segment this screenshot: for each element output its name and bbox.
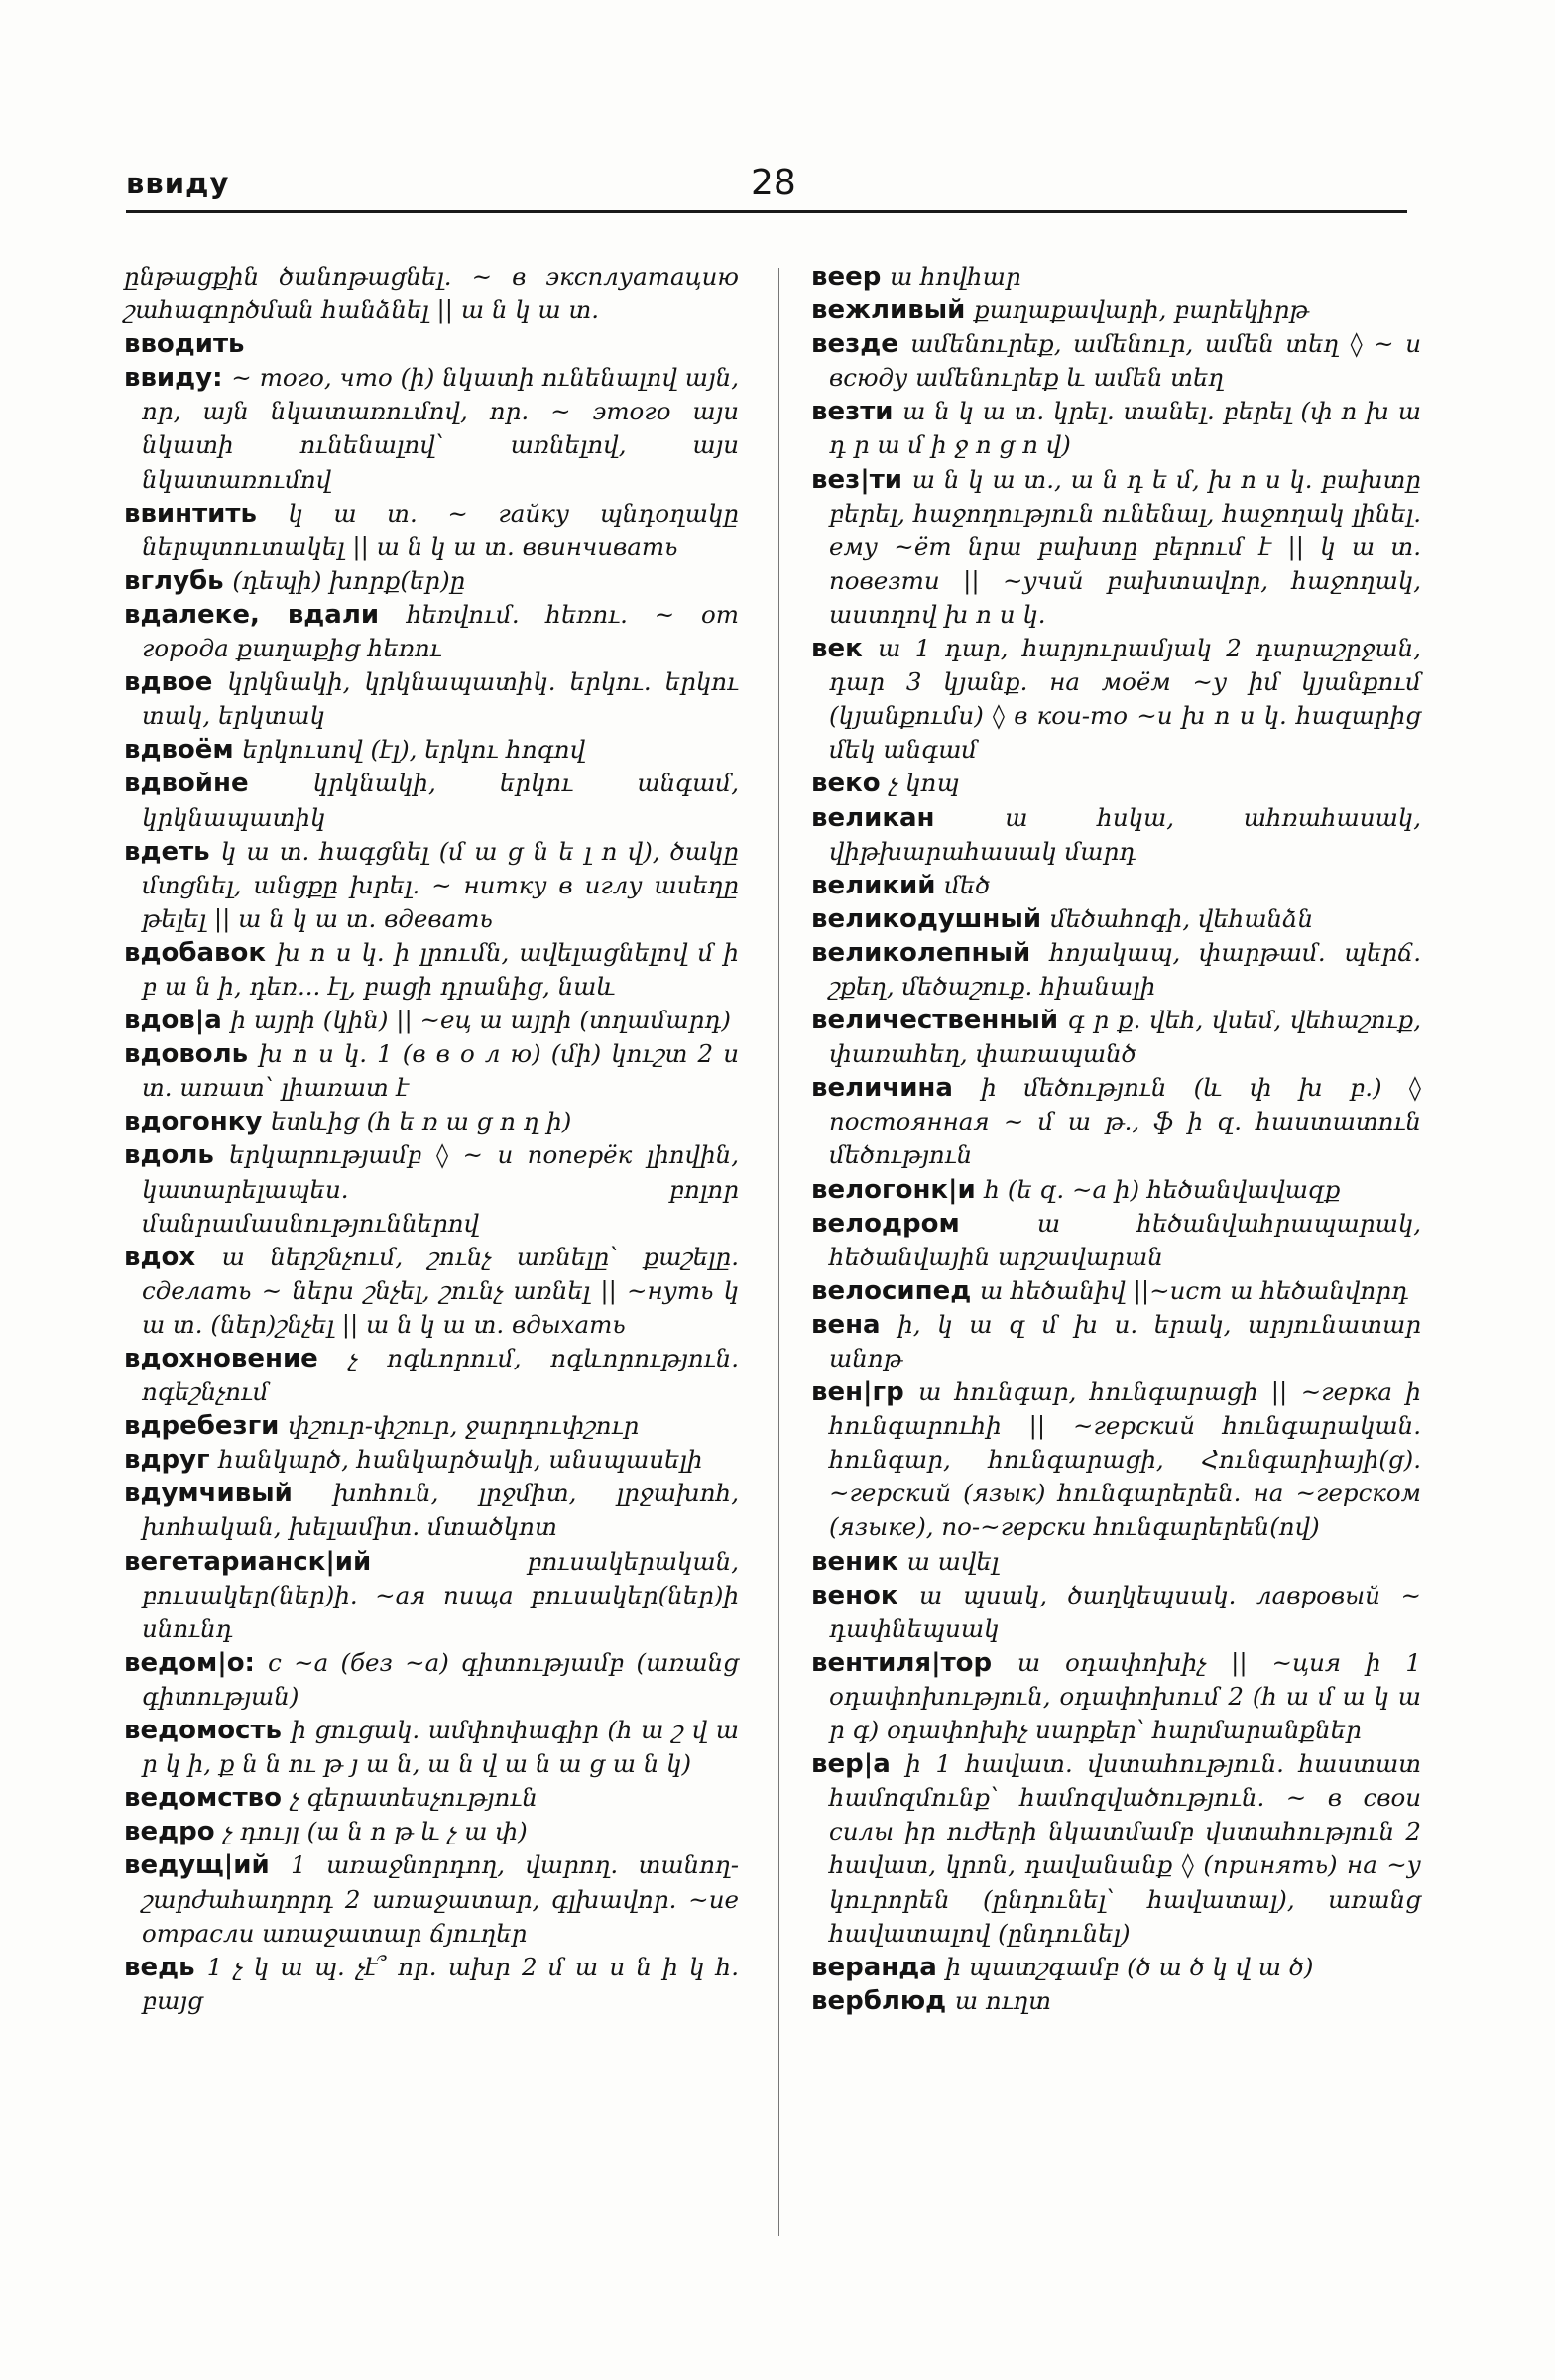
dictionary-entry xyxy=(811,294,1421,327)
entry-headword: веник xyxy=(811,1546,898,1577)
entry-definition: հեռվում. հեռու. ~ от города քաղաքից հեռու xyxy=(142,599,739,663)
entry-headword: вдобавок xyxy=(124,937,266,968)
entry-definition: խ ո ս կ. 1 (в в о л ю) (մի) կուշտ 2 ս տ. առատ՝ լիառատ է xyxy=(142,1039,739,1103)
entry-definition: հ (ե զ. ~а ի) հեծանվավազք xyxy=(984,1174,1341,1204)
entry-headword: вер|а xyxy=(811,1749,891,1780)
entry-definition: ի այրի (կին) || ~ец ա այրի (տղամարդ) xyxy=(230,1006,731,1035)
dictionary-entry xyxy=(124,598,739,665)
entry-definition: կրկնակի, երկու անգամ, կրկնապատիկ xyxy=(142,769,739,832)
dictionary-entry xyxy=(811,1308,1421,1375)
dictionary-entry xyxy=(811,767,1421,800)
entry-definition: ա ուղտ xyxy=(954,1985,1052,2015)
dictionary-entry xyxy=(124,327,739,361)
entry-headword: вдогонку xyxy=(124,1107,263,1137)
dictionary-entry xyxy=(811,1207,1421,1274)
entry-definition: չ ոգևորում, ոգևորություն. ոգեշնչում xyxy=(142,1344,739,1407)
entry-headword: вдумчивый xyxy=(124,1479,293,1509)
dictionary-entry xyxy=(811,1984,1421,2018)
header-rule xyxy=(126,210,1407,213)
entry-headword: вегетарианск|ий xyxy=(124,1546,372,1577)
dictionary-entry xyxy=(124,733,739,767)
entry-definition: մեծահոգի, վեհանձն xyxy=(1049,903,1314,933)
entry-headword: везде xyxy=(811,329,898,360)
entry-headword: вдоволь xyxy=(124,1039,249,1070)
running-head: ввиду xyxy=(126,167,230,200)
entry-definition: կ ա տ. հագցնել (մ ա ց ն ե լ ո վ), ծակը մտցնել, անցքը խրել. ~ нитку в иглу ասեղը թելել || ա ն կ ա տ. вдевать xyxy=(142,836,739,933)
entry-definition: с ~а (без ~а) գիտությամբ (առանց գիտության) xyxy=(142,1647,739,1711)
dictionary-entry xyxy=(811,1951,1421,1984)
dictionary-entry xyxy=(811,1375,1421,1544)
dictionary-entry xyxy=(811,936,1421,1004)
entry-definition: ա հսկա, ահռահասակ, վիթխարահասակ մարդ xyxy=(829,802,1421,866)
entry-definition: ա ն կ ա տ., ա ն դ ե մ, խ ո ս կ. բախտը բերել, հաջողություն ունենալ, հաջողակ լինել. ему ~ёт նրա բախտը բերում է || կ ա տ. повезти || ~учий բախտավոր, հաջողակ, աստղով խ ո ս կ. xyxy=(829,464,1421,629)
entry-definition: փշուր-փշուր, ջարդուփշուր xyxy=(288,1411,640,1441)
entry-headword: величественный xyxy=(811,1006,1059,1036)
dictionary-entry xyxy=(124,1646,739,1714)
entry-definition: ետևից (հ ե ռ ա ց ո ղ ի) xyxy=(271,1107,572,1136)
entry-definition: երկուսով (էլ), երկու հոգով xyxy=(242,735,586,765)
entry-headword: вдвойне xyxy=(124,769,249,799)
entry-definition: ի պատշգամբ (ծ ա ծ կ վ ա ծ) xyxy=(945,1952,1314,1981)
dictionary-entry xyxy=(124,1004,739,1037)
entry-headword: вентиля|тор xyxy=(811,1647,993,1678)
entry-definition: (դեպի) խորք(եր)ը xyxy=(232,565,466,595)
entry-headword: ввиду: xyxy=(124,363,223,394)
entry-headword: вдруг xyxy=(124,1445,210,1476)
dictionary-entry xyxy=(124,1545,739,1646)
entry-headword: ведущ|ий xyxy=(124,1850,270,1881)
entry-definition: կրկնակի, կրկնապատիկ. երկու. երկու տակ, երկտակ xyxy=(142,667,739,731)
entry-headword: вдвое xyxy=(124,667,213,698)
dictionary-entry xyxy=(811,327,1421,395)
entry-definition: խ ո ս կ. ի լրումն, ավելացնելով մ ի բ ա ն ի, դեռ... էլ, բացի դրանից, նաև xyxy=(142,937,739,1001)
dictionary-entry xyxy=(811,1274,1421,1308)
entry-headword: велосипед xyxy=(811,1275,972,1306)
dictionary-entry xyxy=(811,902,1421,936)
entry-definition: ա հովհար xyxy=(890,262,1021,291)
entry-headword: ведь xyxy=(124,1952,195,1982)
dictionary-entry xyxy=(811,801,1421,869)
dictionary-entry xyxy=(811,1071,1421,1172)
right-column xyxy=(811,260,1421,2018)
dictionary-entry xyxy=(124,1138,739,1240)
entry-headword: вдов|а xyxy=(124,1006,222,1036)
entry-headword: вдоль xyxy=(124,1140,214,1171)
page-number: 28 xyxy=(751,163,796,203)
entry-definition: չ կոպ xyxy=(889,769,960,798)
left-column xyxy=(124,260,739,2018)
entry-headword: вдалеке, вдали xyxy=(124,599,380,630)
entry-headword: ведомство xyxy=(124,1783,282,1814)
entry-headword: вдеть xyxy=(124,836,210,867)
entry-definition: ա ներշնչում, շունչ առնելը՝ քաշելը. сделать ~ ներս շնչել, շունչ առնել || ~нуть կ ա տ. (ներ)շնչել || ա ն կ ա տ. вдыхать xyxy=(142,1242,739,1339)
dictionary-entry xyxy=(124,260,739,327)
entry-definition: երկարությամբ ◊ ~ и поперёк լիովին, կատարելապես. բոլոր մանրամասնություններով xyxy=(142,1140,739,1238)
entry-headword: вена xyxy=(811,1309,881,1340)
entry-headword: вдох xyxy=(124,1242,196,1272)
dictionary-entry xyxy=(811,1004,1421,1071)
dictionary-entry xyxy=(124,564,739,598)
entry-definition: չ դույլ (ա ն ո թ և չ ա փ) xyxy=(223,1817,528,1846)
entry-headword: ведом|о: xyxy=(124,1647,255,1678)
entry-headword: верблюд xyxy=(811,1985,947,2016)
dictionary-entry xyxy=(811,1579,1421,1646)
entry-definition: խոհուն, լրջմիտ, լրջախոհ, խոհական, խելամիտ. մտածկոտ xyxy=(142,1479,739,1542)
dictionary-entry xyxy=(811,395,1421,462)
dictionary-entry xyxy=(124,1848,739,1950)
dictionary-entry xyxy=(811,869,1421,902)
entry-headword: ведро xyxy=(124,1817,215,1847)
entry-headword: величина xyxy=(811,1073,953,1104)
dictionary-entry xyxy=(811,260,1421,294)
entry-definition: ի ցուցակ. ամփոփագիր (հ ա շ վ ա ր կ ի, ք ն ն ու թ յ ա ն, ա ն վ ա ն ա ց ա ն կ) xyxy=(142,1716,739,1779)
dictionary-entry xyxy=(124,1443,739,1477)
entry-definition: գ ր ք. վեհ, վսեմ, վեհաշուք, փառահեղ, փառապանծ xyxy=(829,1006,1421,1069)
entry-headword: везти xyxy=(811,397,894,427)
entry-definition: բուսակերական, բուսակեր(ներ)ի. ~ая пища բուսակեր(ներ)ի սնունդ xyxy=(142,1546,739,1643)
entry-headword: великан xyxy=(811,802,935,833)
entry-headword: ведомость xyxy=(124,1716,282,1746)
dictionary-entry xyxy=(124,1409,739,1443)
entry-definition: հանկարծ, հանկարծակի, անսպասելի xyxy=(218,1445,703,1475)
entry-headword: вдохновение xyxy=(124,1344,318,1373)
dictionary-entry xyxy=(124,1951,739,2018)
entry-headword: вез|ти xyxy=(811,464,902,495)
entry-headword: ввинтить xyxy=(124,498,257,529)
entry-definition: ա ն կ ա տ. կրել. տանել. բերել (փ ո խ ա դ ր ա մ ի ջ ո ց ո վ) xyxy=(829,397,1421,460)
entry-headword: вен|гр xyxy=(811,1377,904,1408)
dictionary-entry xyxy=(124,767,739,834)
entry-definition: ա օդափոխիչ || ~ция ի 1 օդափոխություն, օդափոխում 2 (հ ա մ ա կ ա ր գ) օդափոխիչ սարքեր՝ հարմարանքներ xyxy=(829,1647,1421,1745)
entry-headword: веранда xyxy=(811,1952,937,1982)
dictionary-entry xyxy=(811,632,1421,767)
entry-headword: век xyxy=(811,634,863,664)
dictionary-entry xyxy=(124,497,739,564)
entry-headword: великолепный xyxy=(811,937,1031,968)
entry-headword: вдребезги xyxy=(124,1411,280,1442)
column-divider xyxy=(778,268,779,2236)
dictionary-entry xyxy=(811,1545,1421,1579)
entry-definition: ա 1 դար, հարյուրամյակ 2 դարաշրջան, դար 3 կյանք. на моём ~у իմ կյանքում (կյանքումս) ◊ в кои-то ~и խ ո ս կ. հազարից մեկ անգամ xyxy=(829,634,1421,765)
entry-definition: ա հունգար, հունգարացի || ~герка ի հունգարուհի || ~герский հունգարական. հունգար, հունգարացի, Հունգարիայի(ց). ~герский (язык) հունգարերեն. на ~герском (языке), по-~герски հունգարերեն(ով) xyxy=(829,1377,1421,1542)
dictionary-entry xyxy=(124,835,739,936)
entry-headword: великий xyxy=(811,870,936,900)
dictionary-entry xyxy=(124,1342,739,1409)
entry-definition: ի 1 հավատ. վստահություն. հաստատ համոզմունք՝ համոզվածություն. ~ в свои силы իր ուժերի նկատմամբ վստահություն 2 հավատ, կրոն, դավանանք ◊ (принять) на ~у կուրորեն (ընդունել՝ հավատալ), առանց հավատալով (ընդունել) xyxy=(829,1749,1421,1948)
entry-headword: венок xyxy=(811,1580,898,1610)
dictionary-entry xyxy=(124,1037,739,1105)
entry-headword: вежливый xyxy=(811,296,966,326)
entry-headword: велодром xyxy=(811,1208,960,1239)
entry-definition: ~ того, что (ի) նկատի ունենալով այն, որ, այն նկատառումով, որ. ~ этого այս նկատի ունենալով՝ առնելով, այս նկատառումով xyxy=(142,363,739,494)
entry-definition: ի մեծություն (և փ խ բ.) ◊ постоянная ~ մ ա թ., ֆ ի զ. հաստատուն մեծություն xyxy=(829,1073,1421,1170)
dictionary-entry xyxy=(124,1105,739,1138)
entry-headword: веер xyxy=(811,262,882,292)
entry-headword: вводить xyxy=(124,329,245,360)
entry-definition: 1 առաջնորդող, վարող. տանող-շարժահաղորդ 2 առաջատար, գլխավոր. ~ие отрасли առաջատար ճյուղեր xyxy=(142,1850,739,1948)
entry-definition: ա հեծանիվ ||~ист ա հեծանվորդ xyxy=(979,1275,1409,1305)
dictionary-entry xyxy=(124,361,739,496)
entry-headword: веко xyxy=(811,769,881,799)
entry-definition: ա ավել xyxy=(906,1546,1000,1576)
entry-definition: ա հեծանվահրապարակ, հեծանվային արշավարան xyxy=(829,1208,1421,1271)
dictionary-entry xyxy=(124,936,739,1004)
entry-headword: вдвоём xyxy=(124,735,234,766)
dictionary-entry xyxy=(124,1477,739,1544)
dictionary-entry xyxy=(124,1714,739,1781)
dictionary-entry xyxy=(811,1646,1421,1747)
entry-definition: չ գերատեսչություն xyxy=(290,1783,538,1813)
dictionary-entry xyxy=(124,1781,739,1815)
entry-headword: велогонк|и xyxy=(811,1174,976,1205)
entry-definition: ամենուրեք, ամենուր, ամեն տեղ ◊ ~ и всюду ամենուրեք և ամեն տեղ xyxy=(829,329,1421,393)
entry-definition: քաղաքավարի, բարեկիրթ xyxy=(974,296,1309,325)
page-header xyxy=(126,163,1405,206)
dictionary-entry xyxy=(124,665,739,733)
entry-definition: կ ա տ. ~ гайку պնդօղակը ներպտուտակել || ա ն կ ա տ. ввинчивать xyxy=(142,498,739,561)
entry-definition: ա պսակ, ծաղկեպսակ. лавровый ~ դափնեպսակ xyxy=(829,1580,1421,1643)
entry-definition: 1 չ կ ա պ. չէ՞ որ. ախր 2 մ ա ս ն ի կ հ. բայց xyxy=(142,1952,739,2015)
entry-definition: մեծ xyxy=(944,870,991,899)
entry-definition: հոյակապ, փարթամ. պերճ. շքեղ, մեծաշուք. հիանալի xyxy=(829,937,1421,1001)
entry-headword: великодушный xyxy=(811,903,1042,934)
entry-definition: ընթացքին ծանոթացնել. ~ в эксплуатацию շահագործման հանձնել || ա ն կ ա տ. xyxy=(124,262,739,325)
dictionary-entry xyxy=(124,1815,739,1848)
entry-definition: ի, կ ա զ մ խ ս. երակ, արյունատար անոթ xyxy=(829,1309,1422,1372)
dictionary-entry xyxy=(811,1173,1421,1207)
dictionary-entry xyxy=(811,1747,1421,1951)
dictionary-entry xyxy=(124,1241,739,1342)
dictionary-entry xyxy=(811,463,1421,632)
entry-headword: вглубь xyxy=(124,565,224,596)
